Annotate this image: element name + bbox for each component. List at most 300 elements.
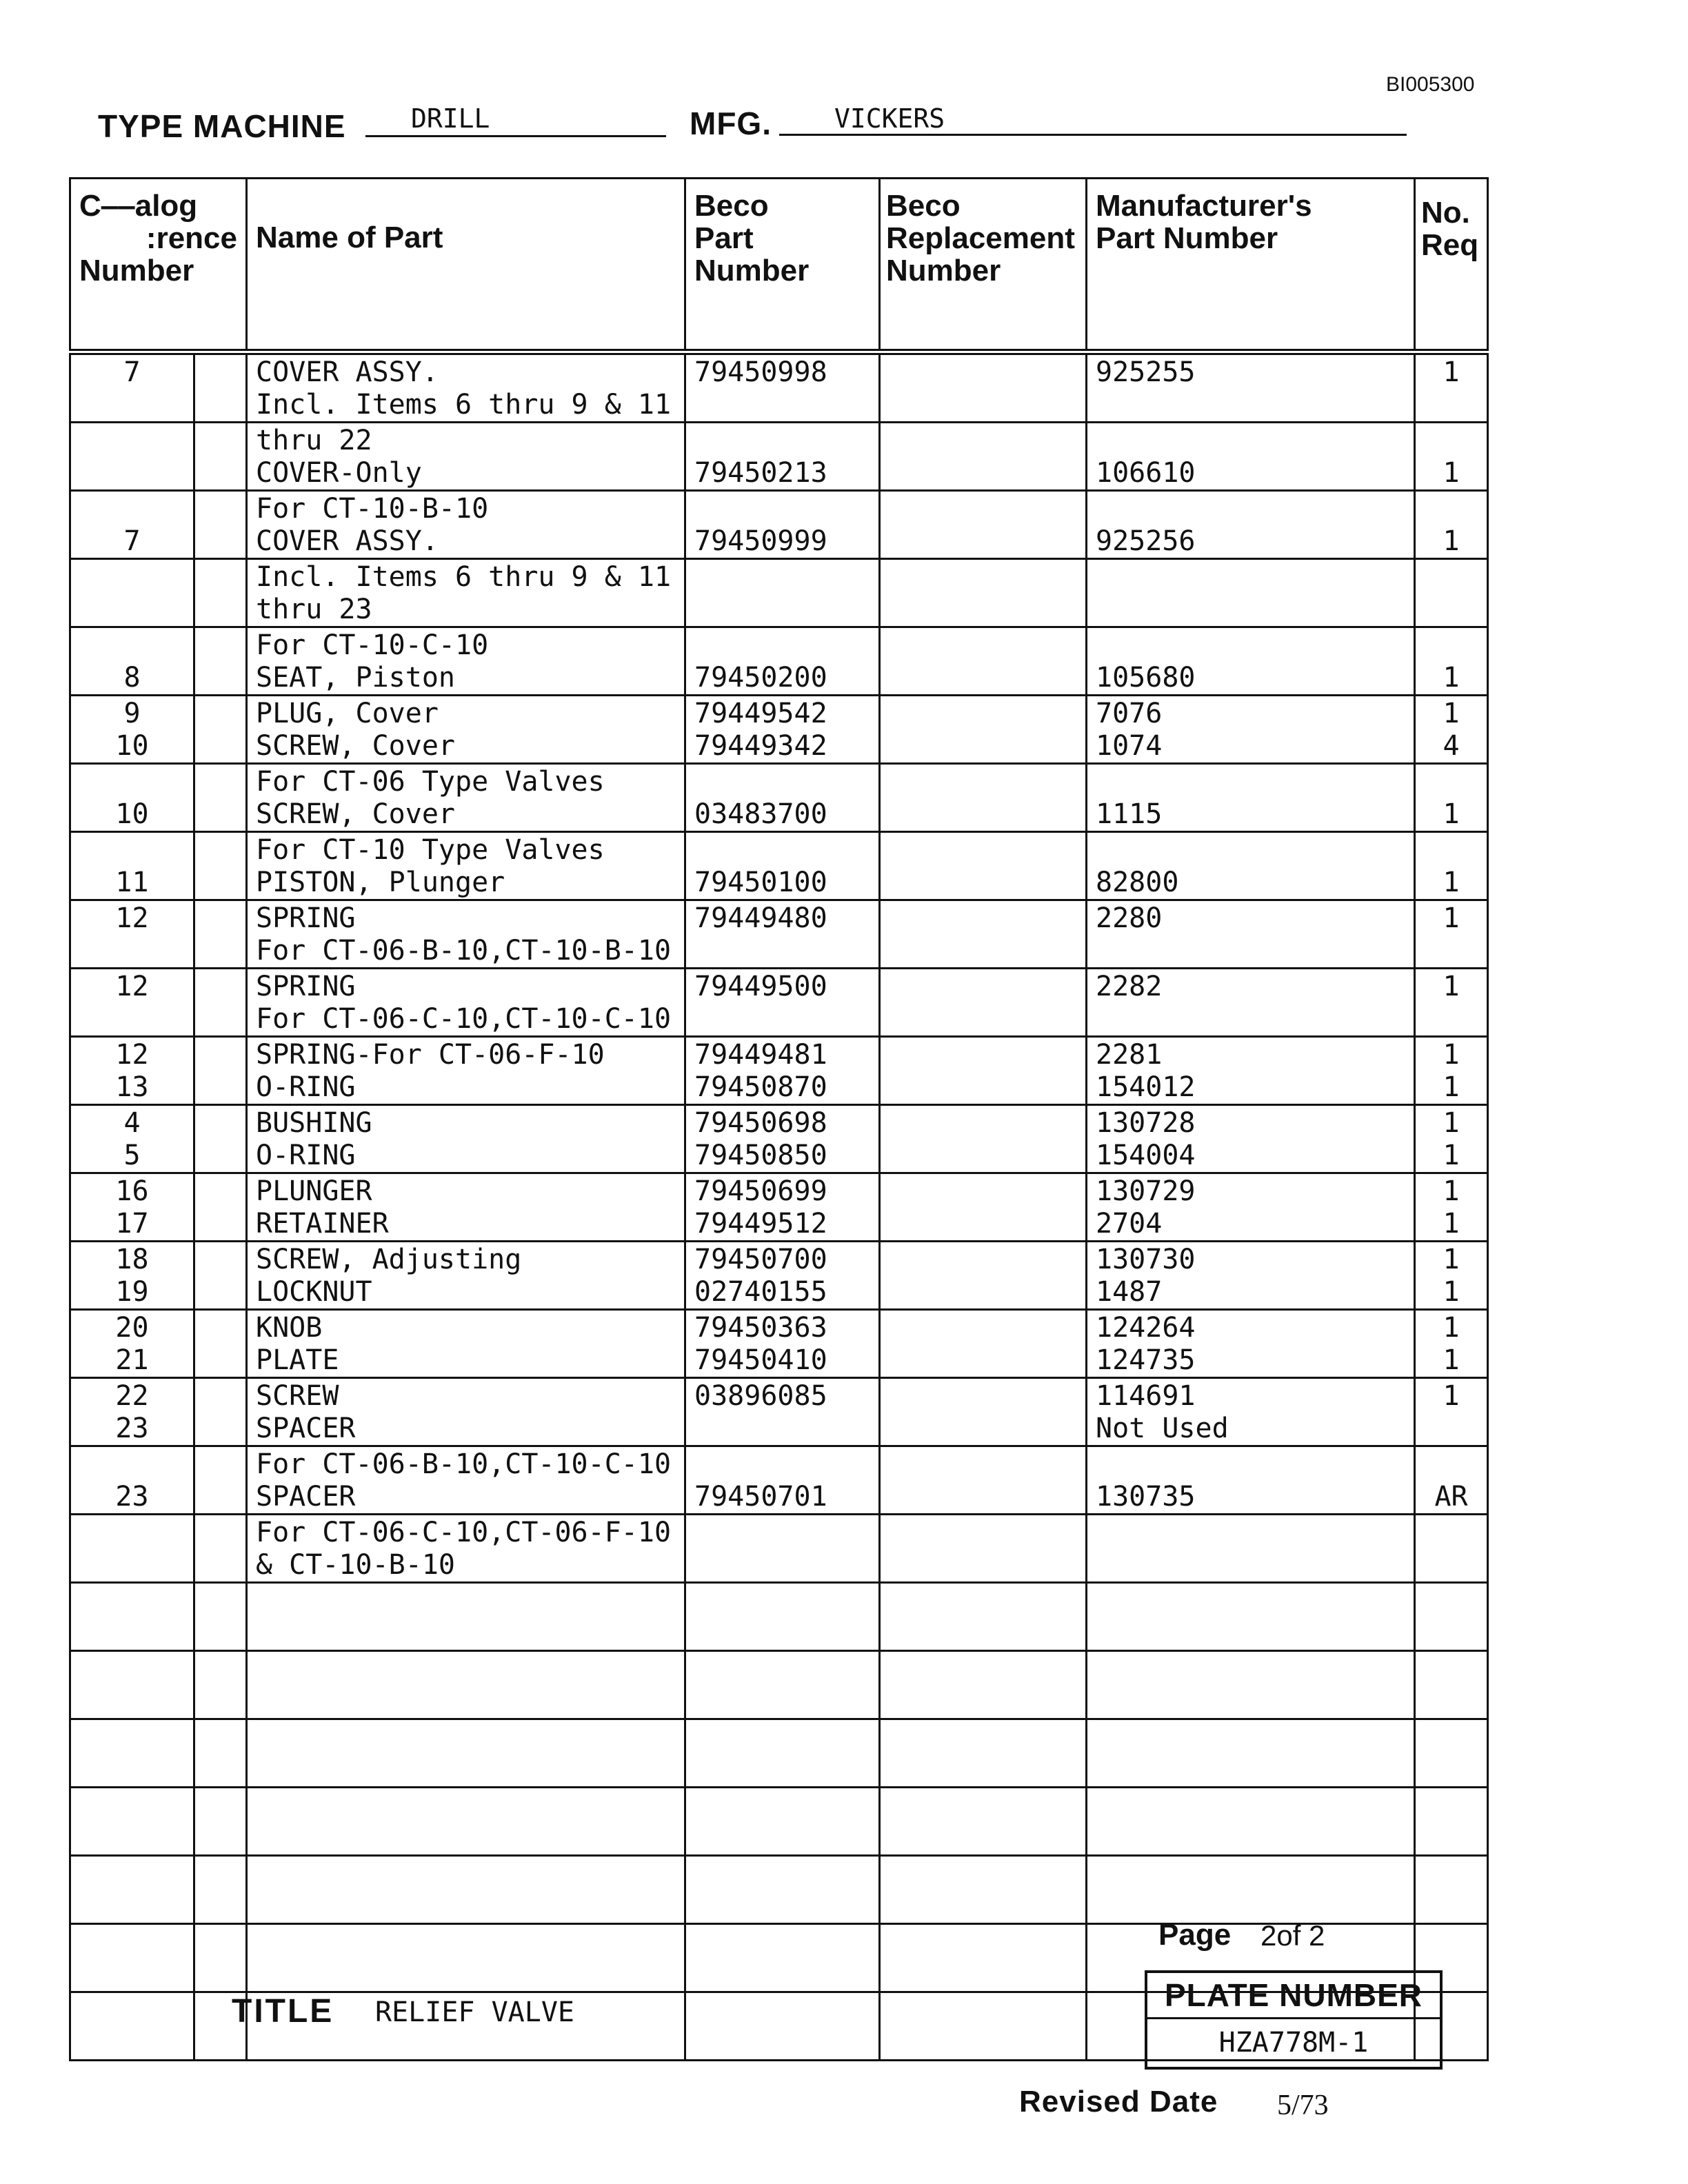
cell-catalog-ref-line: 10: [115, 730, 149, 762]
cell-part-name: [247, 1242, 685, 1310]
cell-beco-part-number-line: 79450200: [694, 662, 827, 694]
title-label: TITLE: [232, 1993, 334, 2030]
cell-number-required: [1415, 1378, 1488, 1446]
cell-manufacturer-part-number: [1087, 900, 1415, 969]
cell-beco-part-number-line: [694, 1790, 870, 1822]
cell-catalog-ref: [70, 1242, 194, 1310]
cell-number-required-line: 1: [1443, 1140, 1460, 1171]
cell-catalog-ref: [70, 559, 194, 627]
cell-catalog-ref-line: 21: [115, 1344, 149, 1376]
cell-number-required-line: [1424, 1549, 1478, 1581]
cell-catalog-ref: [70, 627, 194, 696]
cell-number-required-line: [1424, 766, 1478, 798]
cell-part-name-line: SCREW: [256, 1380, 339, 1412]
cell-replacement-number-line: [889, 662, 1077, 694]
cell-beco-part-number-line: 79450999: [694, 525, 827, 557]
cell-beco-part-number-line: [694, 1549, 870, 1581]
cell-replacement-number-line: [889, 798, 1077, 831]
cell-catalog-ref-line: 7: [123, 356, 141, 388]
cell-number-required: [1415, 1105, 1488, 1173]
cell-catalog-ref: [70, 1515, 194, 1583]
cell-part-name-line: SCREW, Cover: [256, 730, 455, 762]
table-row: [70, 423, 1488, 491]
cell-part-name: [247, 1037, 685, 1105]
title-value: RELIEF VALVE: [375, 1996, 574, 2028]
cell-manufacturer-part-number-line: 130735: [1096, 1481, 1196, 1513]
cell-replacement-number: [880, 423, 1087, 491]
cell-replacement-number-line: [889, 698, 1077, 730]
cell-part-name: [247, 832, 685, 900]
cell-part-name-line: [256, 1721, 676, 1754]
cell-replacement-number: [880, 900, 1087, 969]
cell-number-required-line: [1424, 1858, 1478, 1890]
cell-replacement-number-line: [889, 1380, 1077, 1413]
cell-number-required: [1415, 1173, 1488, 1242]
cell-manufacturer-part-number-line: [1096, 935, 1405, 967]
cell-number-required-line: [1424, 1686, 1478, 1718]
cell-part-name-line: For CT-10 Type Valves: [256, 834, 605, 866]
cell-beco-part-number: [685, 1651, 880, 1719]
table-row: [70, 1173, 1488, 1242]
cell-beco-part-number-line: [694, 1858, 870, 1890]
col-header-line: :rence: [140, 221, 237, 255]
col-header-line: Beco: [694, 189, 769, 223]
cell-replacement-number: [880, 1788, 1087, 1856]
cell-part-name: [247, 423, 685, 491]
cell-manufacturer-part-number-line: [1096, 834, 1405, 867]
cell-manufacturer-part-number-line: 2704: [1096, 1208, 1163, 1240]
cell-replacement-number: [880, 1242, 1087, 1310]
cell-part-name: [247, 1378, 685, 1446]
cell-catalog-ref: [70, 491, 194, 559]
cell-beco-part-number: [685, 1515, 880, 1583]
cell-beco-part-number: [685, 1992, 880, 2061]
cell-number-required-line: 1: [1443, 1175, 1460, 1207]
col-header-line: C‒‒alog: [79, 189, 198, 223]
cell-number-required: [1415, 1037, 1488, 1105]
cell-manufacturer-part-number-line: [1096, 1721, 1405, 1754]
cell-manufacturer-part-number-line: 82800: [1096, 867, 1179, 898]
cell-manufacturer-part-number: [1087, 352, 1415, 423]
cell-catalog-ref-line: [79, 935, 185, 967]
cell-part-name-line: SPRING: [256, 971, 356, 1002]
cell-manufacturer-part-number-line: 154012: [1096, 1071, 1196, 1103]
cell-replacement-number-line: [889, 493, 1077, 525]
cell-replacement-number-line: [889, 834, 1077, 867]
cell-beco-part-number-line: [694, 1617, 870, 1650]
cell-manufacturer-part-number: [1087, 832, 1415, 900]
cell-replacement-number-line: [889, 1959, 1077, 1991]
cell-number-required: [1415, 1788, 1488, 1856]
cell-catalog-ref: [70, 1446, 194, 1515]
col-header-name-of-part: [247, 179, 685, 352]
cell-beco-part-number: [685, 1037, 880, 1105]
cell-number-required-line: [1424, 1653, 1478, 1686]
cell-catalog-ref: [70, 832, 194, 900]
table-row: [70, 1719, 1488, 1788]
cell-manufacturer-part-number: [1087, 1310, 1415, 1378]
cell-number-required: [1415, 1856, 1488, 1924]
cell-part-name-line: SCREW, Adjusting: [256, 1244, 522, 1275]
cell-beco-part-number: [685, 1173, 880, 1242]
table-row: [70, 1037, 1488, 1105]
cell-replacement-number: [880, 1310, 1087, 1378]
cell-number-required-line: [1424, 1890, 1478, 1923]
cell-beco-part-number-line: [694, 1890, 870, 1923]
cell-beco-part-number-line: 79450998: [694, 356, 827, 388]
cell-replacement-number-line: [889, 867, 1077, 899]
cell-catalog-ref: [70, 1924, 194, 1992]
cell-ref-subcolumn: [194, 1856, 247, 1924]
cell-part-name-line: thru 22: [256, 425, 372, 456]
cell-beco-part-number-line: 79450699: [694, 1175, 827, 1207]
cell-beco-part-number-line: 79450363: [694, 1312, 827, 1344]
cell-number-required-line: [1424, 1585, 1478, 1617]
cell-number-required-line: [1424, 935, 1478, 967]
table-row: [70, 1378, 1488, 1446]
cell-catalog-ref-line: 13: [115, 1071, 149, 1103]
cell-manufacturer-part-number-line: 114691: [1096, 1380, 1196, 1412]
cell-beco-part-number-line: [694, 1517, 870, 1549]
cell-beco-part-number-line: [694, 389, 870, 421]
cell-replacement-number: [880, 1719, 1087, 1788]
cell-replacement-number: [880, 1105, 1087, 1173]
type-machine-label: TYPE MACHINE: [98, 108, 346, 144]
cell-replacement-number-line: [889, 1890, 1077, 1923]
cell-catalog-ref-line: [79, 629, 185, 662]
cell-part-name-line: O-RING: [256, 1140, 356, 1171]
cell-part-name-line: [256, 1653, 676, 1686]
cell-beco-part-number-line: [694, 629, 870, 662]
cell-part-name-line: SCREW, Cover: [256, 798, 455, 830]
cell-manufacturer-part-number-line: 124735: [1096, 1344, 1196, 1376]
cell-manufacturer-part-number-line: [1096, 1926, 1405, 1959]
cell-catalog-ref-line: [79, 594, 185, 626]
cell-number-required-line: 1: [1443, 867, 1460, 898]
table-header-row: [70, 179, 1488, 352]
cell-manufacturer-part-number: [1087, 1037, 1415, 1105]
cell-ref-subcolumn: [194, 1583, 247, 1651]
table-row: [70, 696, 1488, 764]
col-header-line: Part Number: [1096, 221, 1278, 255]
cell-ref-subcolumn: [194, 1651, 247, 1719]
cell-catalog-ref: [70, 1719, 194, 1788]
cell-catalog-ref-line: [79, 1959, 185, 1991]
cell-catalog-ref-line: 20: [115, 1312, 149, 1344]
cell-replacement-number-line: [889, 1481, 1077, 1513]
cell-manufacturer-part-number-line: 2281: [1096, 1039, 1163, 1071]
cell-replacement-number: [880, 969, 1087, 1037]
cell-beco-part-number-line: 79449542: [694, 698, 827, 729]
cell-manufacturer-part-number: [1087, 969, 1415, 1037]
cell-ref-subcolumn: [194, 764, 247, 832]
cell-number-required-line: [1424, 1790, 1478, 1822]
cell-catalog-ref-line: [79, 1994, 185, 2027]
cell-number-required-line: 1: [1443, 1039, 1460, 1071]
cell-catalog-ref-line: 12: [115, 1039, 149, 1071]
cell-number-required-line: [1424, 1926, 1478, 1959]
cell-replacement-number: [880, 627, 1087, 696]
cell-number-required: [1415, 764, 1488, 832]
cell-number-required-line: 1: [1443, 1107, 1460, 1139]
cell-manufacturer-part-number: [1087, 1378, 1415, 1446]
cell-manufacturer-part-number-line: 105680: [1096, 662, 1196, 694]
cell-catalog-ref-line: [79, 1926, 185, 1959]
cell-beco-part-number: [685, 1310, 880, 1378]
cell-catalog-ref: [70, 1310, 194, 1378]
cell-number-required-line: 4: [1443, 730, 1460, 762]
cell-number-required: [1415, 1651, 1488, 1719]
cell-part-name-line: For CT-06-B-10,CT-10-C-10: [256, 1448, 672, 1480]
cell-manufacturer-part-number: [1087, 1788, 1415, 1856]
cell-replacement-number-line: [889, 1039, 1077, 1071]
cell-beco-part-number-line: 79450700: [694, 1244, 827, 1275]
cell-replacement-number-line: [889, 1790, 1077, 1822]
cell-ref-subcolumn: [194, 1105, 247, 1173]
cell-catalog-ref-line: [79, 389, 185, 421]
cell-replacement-number-line: [889, 1344, 1077, 1377]
cell-beco-part-number-line: [694, 1413, 870, 1445]
cell-catalog-ref-line: 19: [115, 1276, 149, 1308]
cell-beco-part-number: [685, 1583, 880, 1651]
cell-part-name-line: O-RING: [256, 1071, 356, 1103]
cell-part-name: [247, 764, 685, 832]
cell-manufacturer-part-number-line: [1096, 389, 1405, 421]
cell-part-name-line: RETAINER: [256, 1208, 389, 1240]
cell-replacement-number-line: [889, 766, 1077, 798]
cell-beco-part-number: [685, 1924, 880, 1992]
cell-replacement-number-line: [889, 389, 1077, 421]
cell-replacement-number: [880, 1992, 1087, 2061]
cell-beco-part-number-line: [694, 1926, 870, 1959]
cell-number-required-line: [1424, 594, 1478, 626]
cell-catalog-ref: [70, 1105, 194, 1173]
cell-part-name-line: Incl. Items 6 thru 9 & 11: [256, 561, 672, 593]
cell-number-required-line: 1: [1443, 1071, 1460, 1103]
cell-number-required: [1415, 627, 1488, 696]
cell-manufacturer-part-number-line: [1096, 629, 1405, 662]
cell-number-required-line: 1: [1443, 698, 1460, 729]
cell-beco-part-number-line: [694, 425, 870, 457]
cell-catalog-ref-line: [79, 425, 185, 457]
cell-catalog-ref-line: [79, 1653, 185, 1686]
cell-part-name: [247, 1173, 685, 1242]
cell-manufacturer-part-number: [1087, 1242, 1415, 1310]
cell-beco-part-number: [685, 1242, 880, 1310]
cell-beco-part-number-line: [694, 1448, 870, 1481]
cell-catalog-ref: [70, 1173, 194, 1242]
cell-part-name: [247, 696, 685, 764]
revised-date-label: Revised Date: [1019, 2085, 1218, 2119]
table-row: [70, 559, 1488, 627]
cell-number-required-line: [1424, 389, 1478, 421]
cell-number-required-line: [1424, 561, 1478, 594]
cell-beco-part-number-line: [694, 834, 870, 867]
cell-replacement-number-line: [889, 1549, 1077, 1581]
cell-catalog-ref-line: 17: [115, 1208, 149, 1240]
cell-manufacturer-part-number-line: 2280: [1096, 902, 1163, 934]
cell-ref-subcolumn: [194, 1719, 247, 1788]
cell-number-required-line: 1: [1443, 662, 1460, 694]
cell-manufacturer-part-number-line: [1096, 1617, 1405, 1650]
cell-catalog-ref-line: 11: [115, 867, 149, 898]
cell-part-name: [247, 1856, 685, 1924]
table-row: [70, 832, 1488, 900]
cell-part-name-line: BUSHING: [256, 1107, 372, 1139]
cell-number-required: [1415, 900, 1488, 969]
cell-replacement-number-line: [889, 730, 1077, 762]
cell-replacement-number: [880, 696, 1087, 764]
cell-part-name-line: & CT-10-B-10: [256, 1549, 455, 1581]
plate-number-value: HZA778M-1: [1218, 2027, 1369, 2059]
cell-part-name: [247, 1105, 685, 1173]
cell-beco-part-number-line: [694, 1754, 870, 1786]
table-row: [70, 764, 1488, 832]
cell-replacement-number-line: [889, 1822, 1077, 1854]
cell-catalog-ref-line: 16: [115, 1175, 149, 1207]
table-row: [70, 1651, 1488, 1719]
cell-catalog-ref-line: 5: [123, 1140, 141, 1171]
cell-beco-part-number-line: [694, 1994, 870, 2027]
cell-part-name: [247, 559, 685, 627]
cell-catalog-ref: [70, 1037, 194, 1105]
cell-catalog-ref-line: 12: [115, 902, 149, 934]
cell-part-name-line: SEAT, Piston: [256, 662, 455, 694]
table-row: [70, 969, 1488, 1037]
cell-part-name-line: thru 23: [256, 594, 372, 625]
cell-catalog-ref-line: 18: [115, 1244, 149, 1275]
type-machine-value: DRILL: [411, 103, 490, 134]
cell-manufacturer-part-number-line: [1096, 1448, 1405, 1481]
cell-number-required-line: 1: [1443, 1244, 1460, 1275]
cell-catalog-ref: [70, 969, 194, 1037]
cell-part-name: [247, 1446, 685, 1515]
cell-catalog-ref-line: [79, 2027, 185, 2059]
cell-manufacturer-part-number-line: [1096, 1653, 1405, 1686]
cell-part-name-line: [256, 2027, 676, 2059]
cell-catalog-ref-line: 7: [123, 525, 141, 557]
cell-manufacturer-part-number-line: 130729: [1096, 1175, 1196, 1207]
cell-beco-part-number-line: 79449480: [694, 902, 827, 934]
cell-beco-part-number-line: [694, 1721, 870, 1754]
cell-catalog-ref-line: [79, 1003, 185, 1035]
cell-number-required-line: 1: [1443, 356, 1460, 388]
cell-catalog-ref-line: [79, 493, 185, 525]
cell-catalog-ref-line: [79, 457, 185, 489]
cell-number-required-line: 1: [1443, 902, 1460, 934]
cell-part-name-line: [256, 1754, 676, 1786]
cell-replacement-number-line: [889, 1858, 1077, 1890]
cell-number-required-line: 1: [1443, 1312, 1460, 1344]
cell-beco-part-number: [685, 423, 880, 491]
cell-beco-part-number: [685, 1856, 880, 1924]
cell-manufacturer-part-number-line: 2282: [1096, 971, 1163, 1002]
table-row: [70, 491, 1488, 559]
cell-beco-part-number-line: [694, 561, 870, 594]
cell-catalog-ref: [70, 1583, 194, 1651]
cell-part-name-line: [256, 1926, 676, 1959]
cell-replacement-number-line: [889, 1244, 1077, 1276]
cell-replacement-number: [880, 491, 1087, 559]
cell-catalog-ref: [70, 423, 194, 491]
cell-part-name-line: [256, 1822, 676, 1854]
cell-beco-part-number-line: [694, 1585, 870, 1617]
cell-number-required: [1415, 1242, 1488, 1310]
cell-number-required-line: 1: [1443, 525, 1460, 557]
cell-beco-part-number-line: [694, 766, 870, 798]
cell-number-required-line: [1424, 1003, 1478, 1035]
mfg-label: MFG.: [690, 105, 772, 141]
cell-beco-part-number: [685, 559, 880, 627]
cell-number-required: [1415, 559, 1488, 627]
cell-catalog-ref-line: 10: [115, 798, 149, 830]
plate-number-label: PLATE NUMBER: [1147, 1973, 1440, 2019]
table-row: [70, 1515, 1488, 1583]
cell-beco-part-number-line: [694, 1653, 870, 1686]
cell-catalog-ref: [70, 1651, 194, 1719]
cell-manufacturer-part-number-line: 7076: [1096, 698, 1163, 729]
cell-catalog-ref: [70, 696, 194, 764]
cell-beco-part-number: [685, 491, 880, 559]
cell-beco-part-number-line: 79450701: [694, 1481, 827, 1513]
cell-manufacturer-part-number: [1087, 1651, 1415, 1719]
cell-beco-part-number: [685, 832, 880, 900]
cell-catalog-ref-line: 8: [123, 662, 141, 694]
cell-manufacturer-part-number: [1087, 423, 1415, 491]
cell-manufacturer-part-number-line: [1096, 1003, 1405, 1035]
col-header-line: Number: [694, 254, 810, 287]
cell-replacement-number-line: [889, 1140, 1077, 1172]
cell-manufacturer-part-number-line: [1096, 1890, 1405, 1923]
cell-ref-subcolumn: [194, 1446, 247, 1515]
cell-part-name-line: SPACER: [256, 1413, 356, 1444]
cell-manufacturer-part-number-line: [1096, 1754, 1405, 1786]
cell-manufacturer-part-number: [1087, 1446, 1415, 1515]
cell-manufacturer-part-number-line: 1487: [1096, 1276, 1163, 1308]
cell-part-name: [247, 1788, 685, 1856]
cell-part-name-line: [256, 1890, 676, 1923]
cell-number-required-line: [1424, 425, 1478, 457]
cell-beco-part-number: [685, 1378, 880, 1446]
cell-part-name-line: KNOB: [256, 1312, 323, 1344]
cell-part-name-line: For CT-10-C-10: [256, 629, 489, 661]
cell-number-required-line: [1424, 834, 1478, 867]
cell-manufacturer-part-number: [1087, 1719, 1415, 1788]
cell-catalog-ref-line: [79, 1890, 185, 1923]
table-row: [70, 352, 1488, 423]
cell-beco-part-number: [685, 352, 880, 423]
cell-replacement-number-line: [889, 1653, 1077, 1686]
cell-replacement-number-line: [889, 1617, 1077, 1650]
table-row: [70, 1788, 1488, 1856]
cell-beco-part-number: [685, 969, 880, 1037]
parts-table: [69, 177, 1489, 2061]
table-row: [70, 900, 1488, 969]
cell-beco-part-number-line: 79449500: [694, 971, 827, 1002]
plate-number-box: [1145, 1970, 1443, 2070]
cell-part-name-line: PISTON, Plunger: [256, 867, 505, 898]
page-number: 2of 2: [1260, 1919, 1325, 1952]
cell-ref-subcolumn: [194, 559, 247, 627]
cell-number-required-line: 1: [1443, 1208, 1460, 1240]
cell-replacement-number-line: [889, 1686, 1077, 1718]
cell-part-name: [247, 627, 685, 696]
cell-ref-subcolumn: [194, 1788, 247, 1856]
cell-number-required-line: 1: [1443, 971, 1460, 1002]
cell-part-name-line: COVER ASSY.: [256, 356, 439, 388]
cell-part-name-line: [256, 1858, 676, 1890]
cell-manufacturer-part-number-line: 130728: [1096, 1107, 1196, 1139]
